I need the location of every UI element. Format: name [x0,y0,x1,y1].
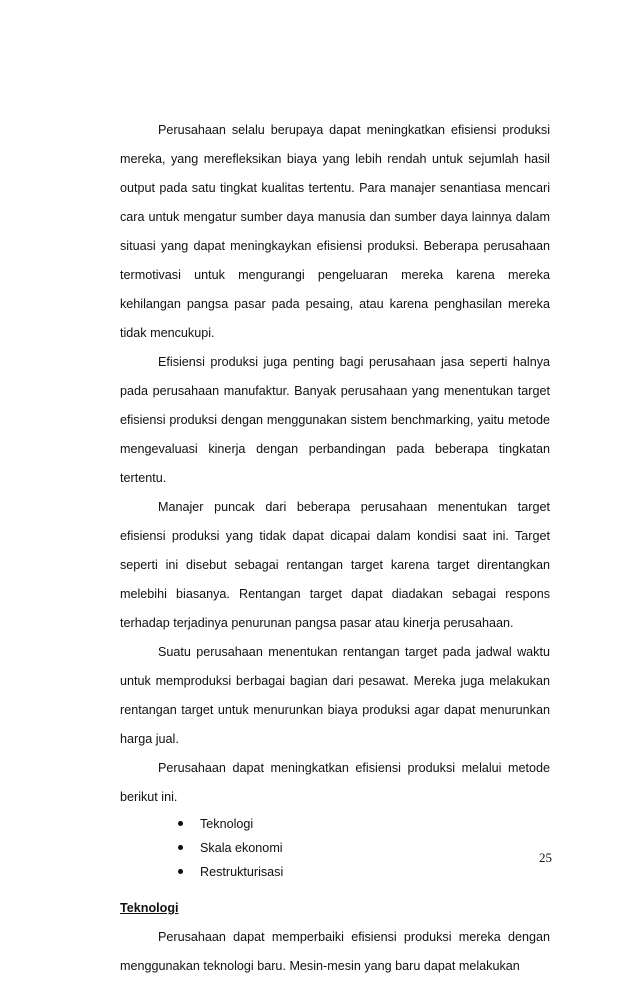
section-paragraph: Perusahaan dapat memperbaiki efisiensi produksi mereka dengan menggunakan teknologi baru. Mesin-mesin yang baru dapat melakukan [120,930,550,973]
bullet-icon [178,845,183,850]
section-heading: Teknologi [120,901,179,915]
method-list [120,812,550,884]
list-item-label: Teknologi [200,817,254,831]
paragraph-3: Manajer puncak dari beberapa perusahaan menentukan target efisiensi produksi yang tidak dapat dicapai dalam kondisi saat ini. Target seperti ini disebut sebagai rentangan target karena target direntangkan melebihi biasanya. Rentangan target dapat diadakan sebagai respons terhadap terjadinya penurunan pangsa pasar atau kinerja perusahaan. [120,500,550,630]
page-number: 25 [539,850,552,865]
list-item-label: Skala ekonomi [200,841,283,855]
body-text [120,116,550,981]
list-item [178,860,550,884]
list-item-label: Restrukturisasi [200,865,284,879]
bullet-icon [178,869,183,874]
paragraph-4: Suatu perusahaan menentukan rentangan target pada jadwal waktu untuk memproduksi berbagai bagian dari pesawat. Mereka juga melakukan rentangan target untuk menurunkan biaya produksi agar dapat menurunkan harga jual. [120,645,550,746]
paragraph-1: Perusahaan selalu berupaya dapat meningkatkan efisiensi produksi mereka, yang merefleksikan biaya yang lebih rendah untuk sejumlah hasil output pada satu tingkat kualitas tertentu. Para manajer senantiasa mencari cara untuk mengatur sumber daya manusia dan sumber daya lainnya dalam situasi yang dapat meningkaykan efisiensi produksi. Beberapa perusahaan termotivasi untuk mengurangi pengeluaran mereka karena mereka kehilangan pangsa pasar pada pesaing, atau karena penghasilan mereka tidak mencukupi. [120,123,550,340]
list-item [178,812,550,836]
list-item [178,836,550,860]
paragraph-2: Efisiensi produksi juga penting bagi perusahaan jasa seperti halnya pada perusahaan manufaktur. Banyak perusahaan yang menentukan target efisiensi produksi dengan menggunakan sistem benchmarking, yaitu metode mengevaluasi kinerja dengan perbandingan pada beberapa tingkatan tertentu. [120,355,550,485]
paragraph-5: Perusahaan dapat meningkatkan efisiensi produksi melalui metode berikut ini. [120,761,550,804]
bullet-icon [178,821,183,826]
